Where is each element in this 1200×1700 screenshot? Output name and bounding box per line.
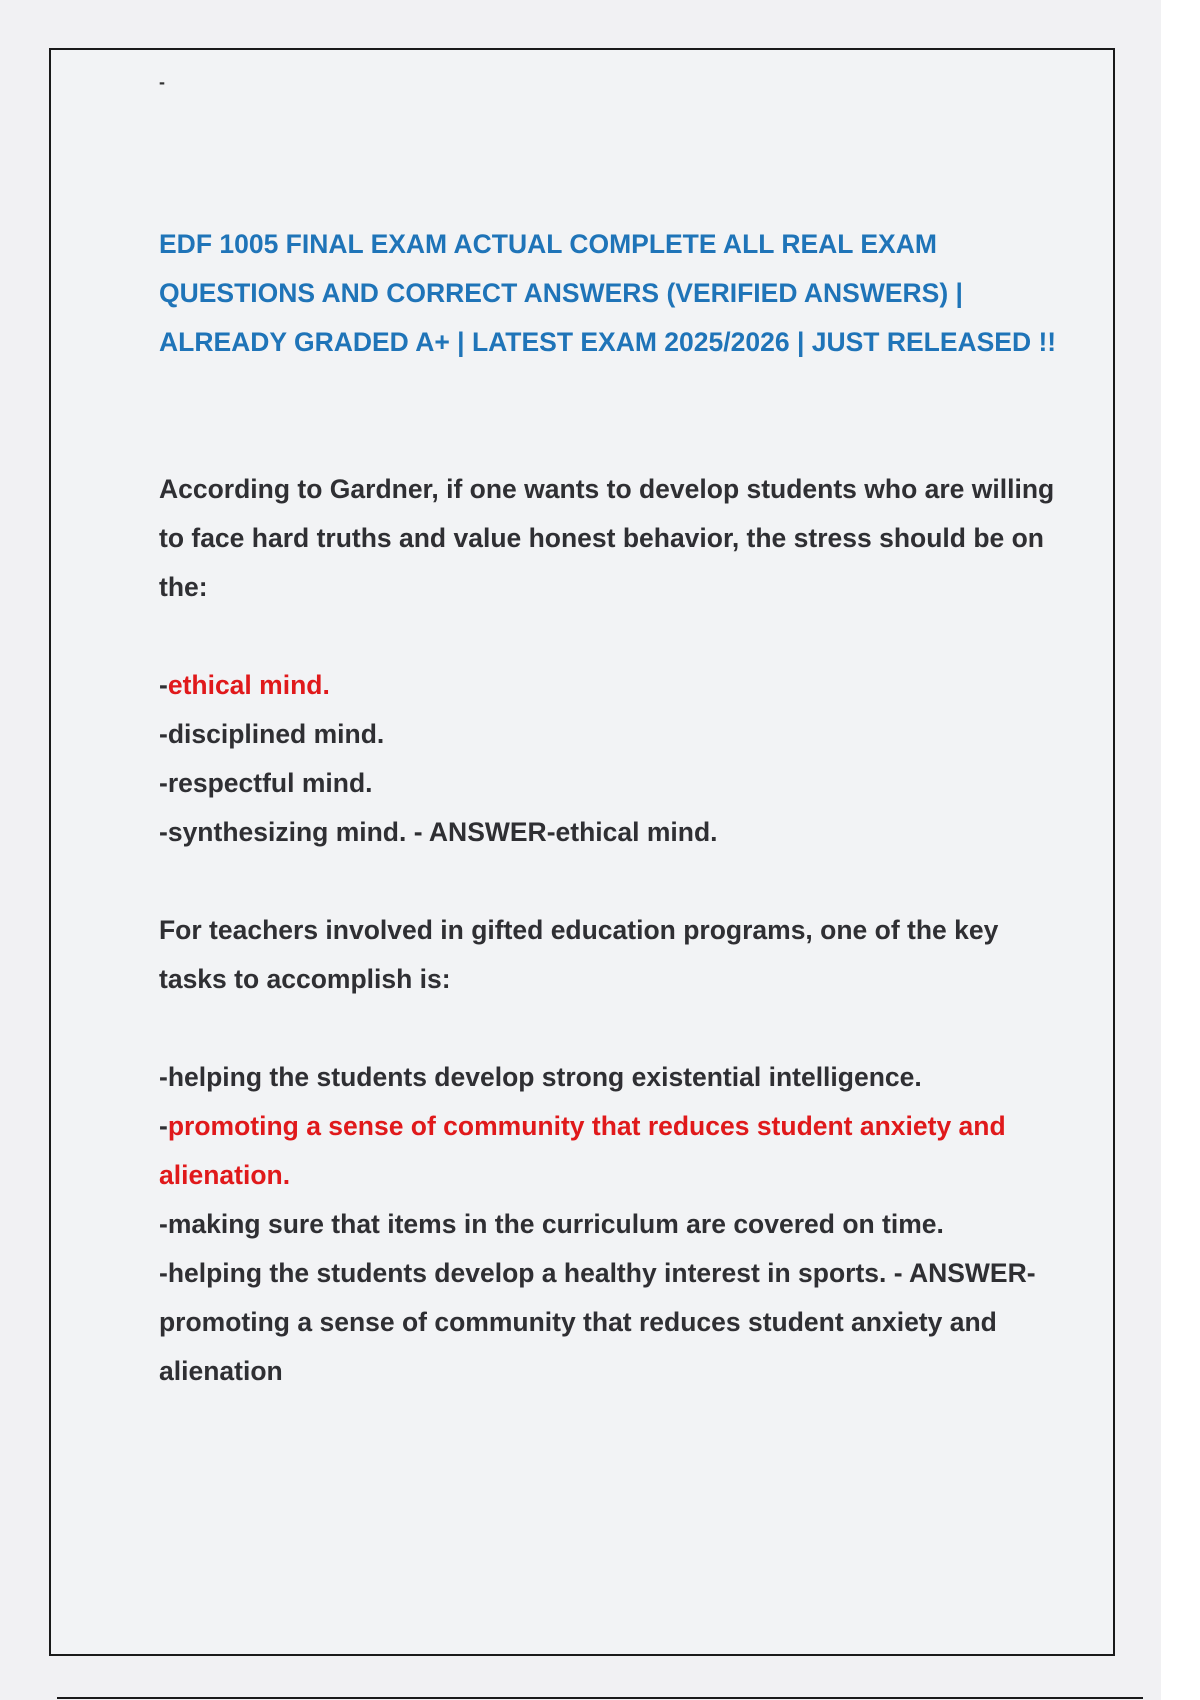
answer-option-correct: [159, 661, 1059, 710]
option-text: helping the students develop a healthy interest in sports. - ANSWER-promoting a sense of community that reduces student anxiety and alienation: [159, 1258, 1036, 1386]
question-block-2: [159, 906, 1059, 1396]
option-dash: -: [159, 719, 168, 749]
answer-options: [159, 661, 1059, 857]
option-text: promoting a sense of community that reduces student anxiety and alienation.: [159, 1111, 1006, 1190]
answer-option: [159, 710, 1059, 759]
top-dash-mark: -: [159, 72, 165, 92]
option-dash: -: [159, 1111, 168, 1141]
question-prompt: According to Gardner, if one wants to develop students who are willing to face hard truths and value honest behavior, the stress should be on the:: [159, 474, 1055, 602]
question-block-1: [159, 465, 1059, 857]
option-dash: -: [159, 1062, 168, 1092]
option-text: ethical mind.: [167, 670, 330, 700]
document-page: [49, 48, 1115, 1656]
question-prompt: For teachers involved in gifted education programs, one of the key tasks to accomplish is:: [159, 915, 999, 994]
option-text: disciplined mind.: [167, 719, 385, 749]
answer-option: [159, 1053, 1059, 1102]
answer-option-with-key: [159, 1249, 1059, 1396]
option-text: making sure that items in the curriculum are covered on time.: [167, 1209, 944, 1239]
option-dash: -: [159, 817, 168, 847]
option-dash: -: [159, 1209, 168, 1239]
page-content: [159, 220, 1059, 1396]
option-dash: -: [159, 1258, 168, 1288]
answer-options: [159, 1053, 1059, 1396]
option-text: helping the students develop strong existential intelligence.: [167, 1062, 922, 1092]
document-title: EDF 1005 FINAL EXAM ACTUAL COMPLETE ALL REAL EXAM QUESTIONS AND CORRECT ANSWERS (VERIFIED ANSWERS) | ALREADY GRADED A+ | LATEST EXAM 2025/2026 | JUST RELEASED !!: [159, 229, 1057, 357]
next-page-top-edge: [57, 1697, 1143, 1699]
option-text: synthesizing mind. - ANSWER-ethical mind.: [167, 817, 718, 847]
answer-option-with-key: [159, 808, 1059, 857]
option-dash: -: [159, 670, 168, 700]
option-dash: -: [159, 768, 168, 798]
answer-option-correct: [159, 1102, 1059, 1200]
answer-option: [159, 759, 1059, 808]
answer-option: [159, 1200, 1059, 1249]
option-text: respectful mind.: [167, 768, 373, 798]
